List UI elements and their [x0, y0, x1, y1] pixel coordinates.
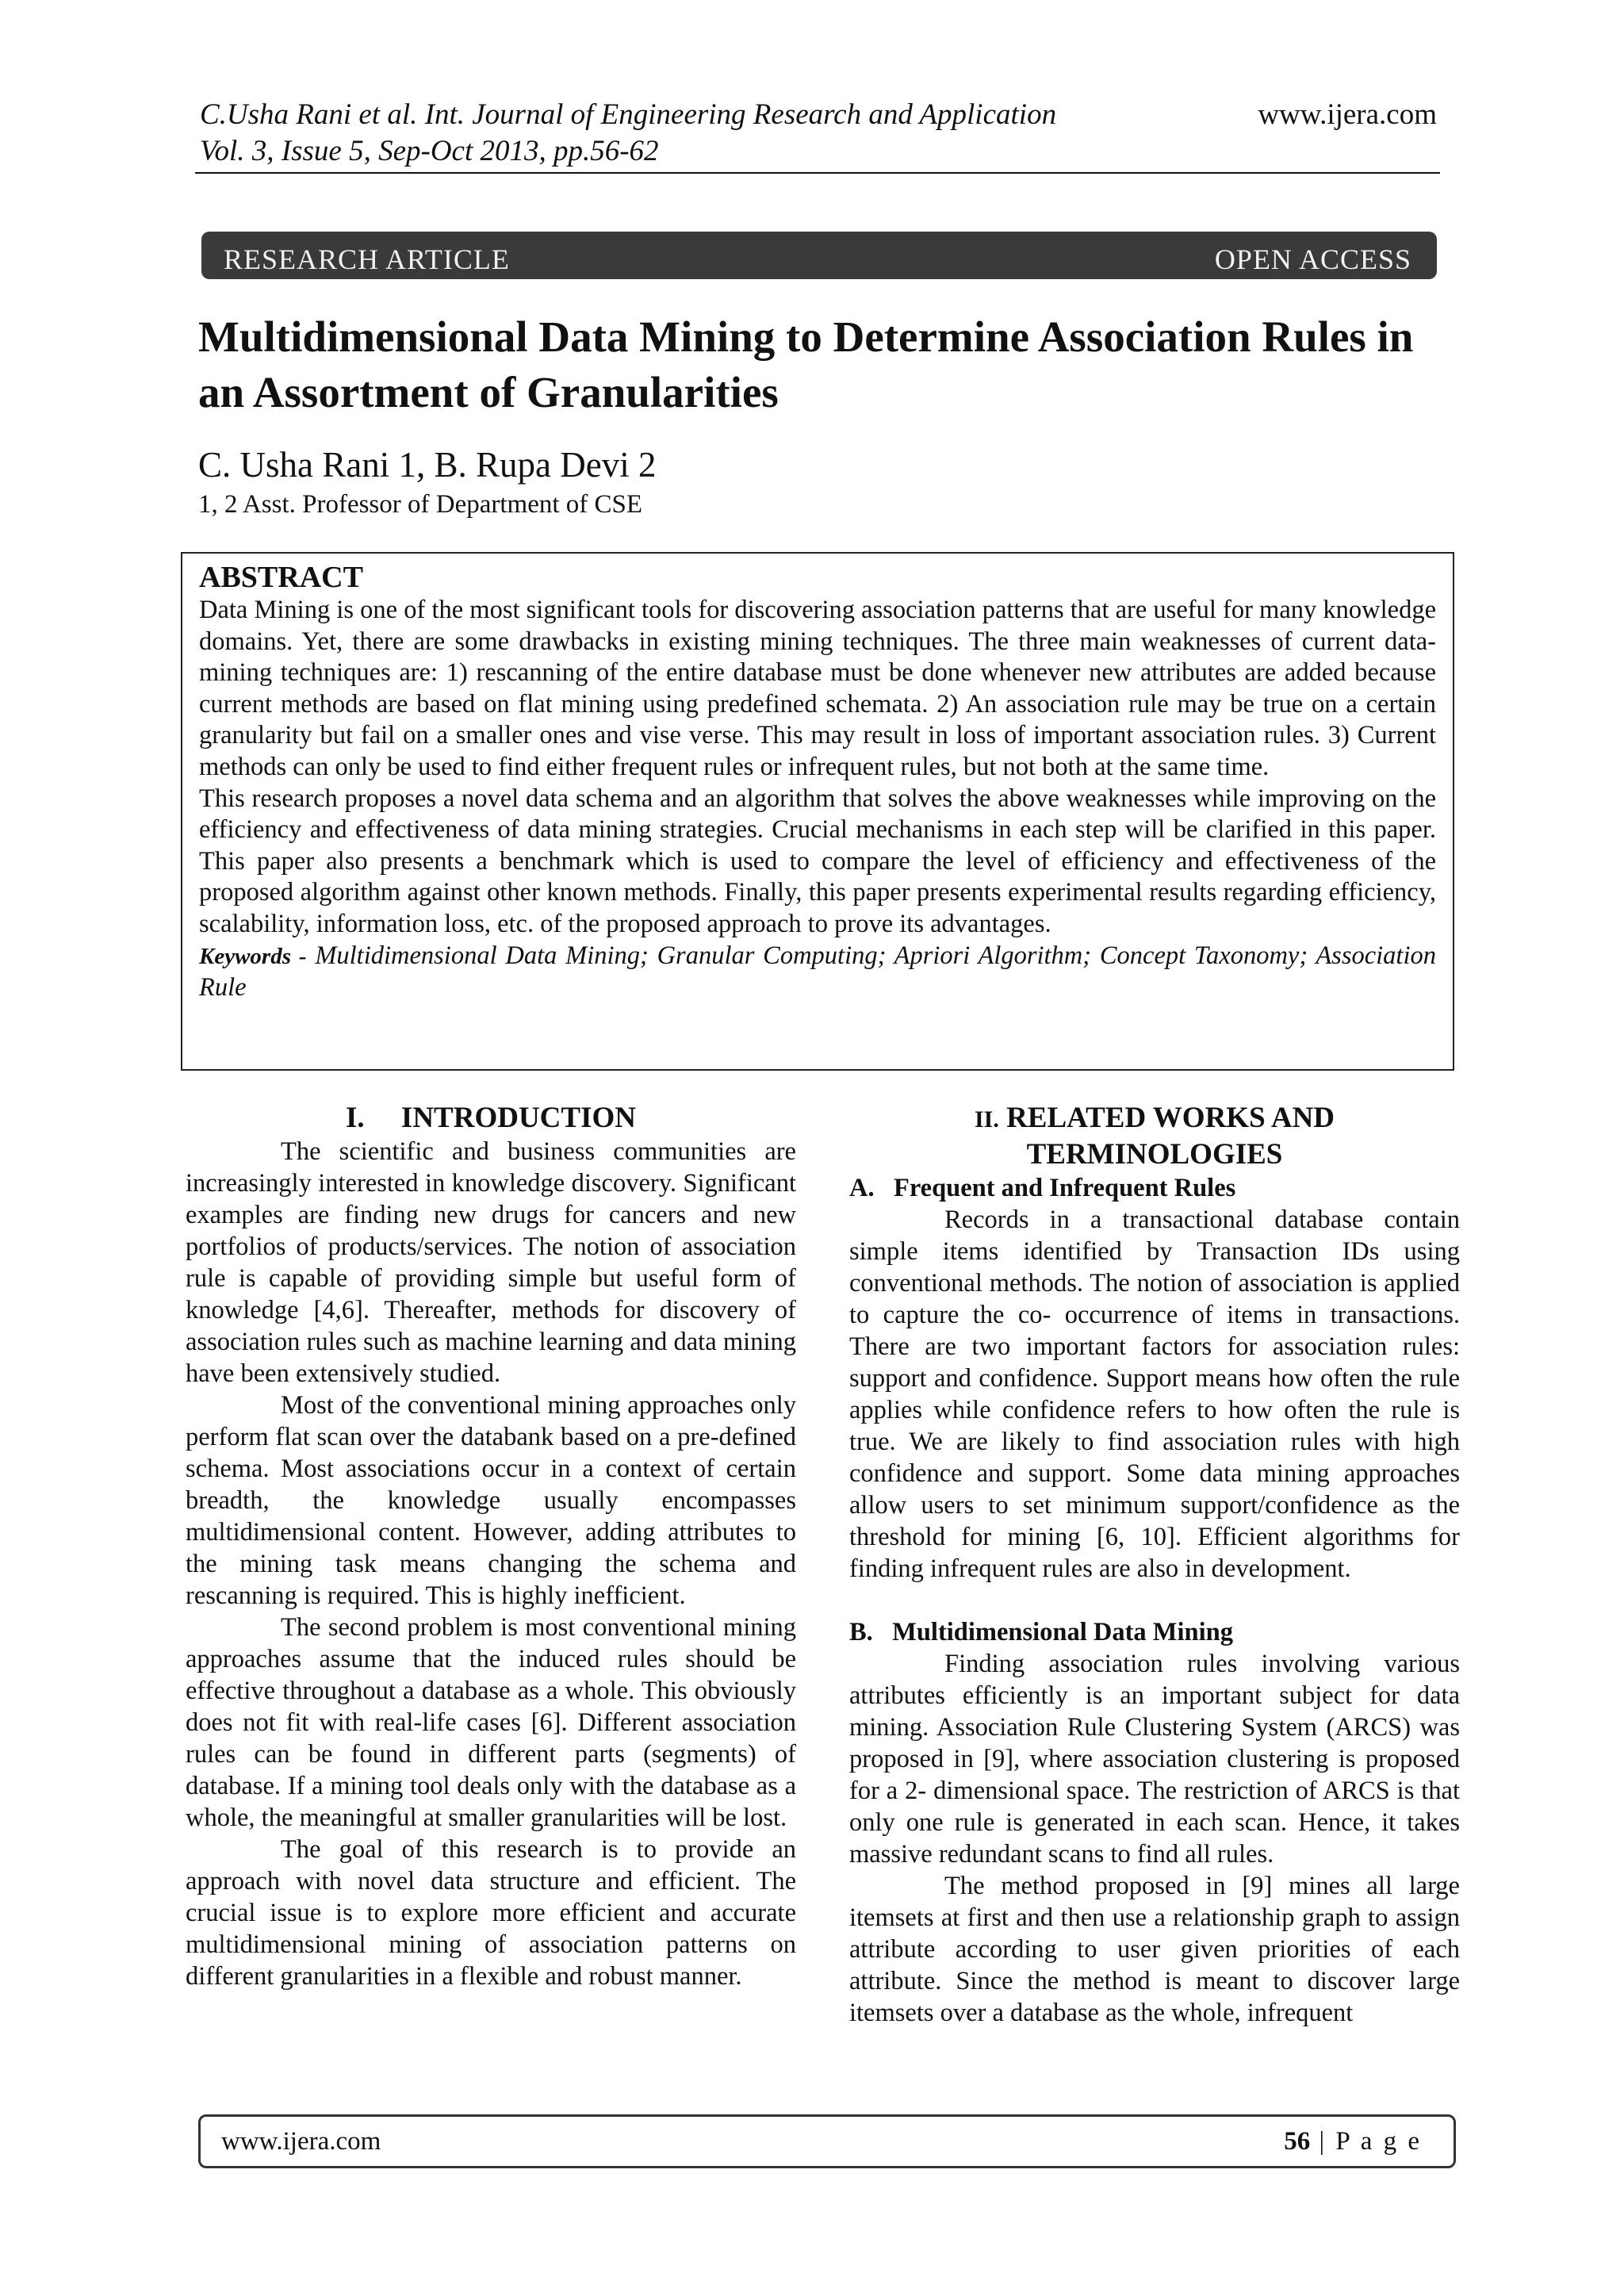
section-spacer: [849, 1585, 1460, 1616]
header-divider: [195, 172, 1440, 174]
citation-line-2: Vol. 3, Issue 5, Sep-Oct 2013, pp.56-62: [200, 135, 659, 167]
page-footer: [198, 2114, 1456, 2168]
abstract-paragraph-2: This research proposes a novel data schema and an algorithm that solves the above weaknesses while improving on the efficiency and effectiveness of data mining strategies. Crucial mechanisms in each step will be clarified in this paper. This paper also presents a benchmark which is used to compare the level of efficiency and effectiveness of the proposed algorithm against other known methods. Finally, this paper presents experimental results regarding efficiency, scalability, information loss, etc. of the proposed approach to prove its advantages.: [199, 784, 1436, 938]
intro-paragraph-3: The second problem is most conventional mining approaches assume that the induced rules should be effective throughout a database as a whole. This obviously does not fit with real-life cases [6]. Different association rules can be found in different parts (segments) of database. If a mining tool deals only with the database as a whole, the meaningful at smaller granularities will be lost.: [186, 1613, 796, 1832]
abstract-box: [181, 552, 1454, 1071]
footer-website: www.ijera.com: [221, 2127, 381, 2156]
keywords: [199, 941, 1436, 1004]
intro-paragraph-1: The scientific and business communities are increasingly interested in knowledge discovery. Significant examples are finding new drugs for cancers and new portfolios of products/services. The notion of association rule is capable of providing simple but useful form of knowledge [4,6]. Thereafter, methods for discovery of association rules such as machine learning and data mining have been extensively studied.: [186, 1137, 796, 1388]
footer-page-indicator: [1284, 2127, 1422, 2156]
subsection-a-heading: A. Frequent and Infrequent Rules: [849, 1174, 1236, 1202]
paper-title: Multidimensional Data Mining to Determine Association Rules in an Assortment of Granularities: [198, 312, 1414, 416]
page-label: | P a g e: [1319, 2127, 1422, 2156]
intro-paragraph-2: Most of the conventional mining approaches only perform flat scan over the databank based on a pre-defined schema. Most associations occur in a context of certain breadth, the knowledge usually encompasses multidimensional content. However, adding attributes to the mining task means changing the schema and rescanning is required. This is highly inefficient.: [186, 1391, 796, 1610]
paper-authors: C. Usha Rani 1, B. Rupa Devi 2: [198, 445, 657, 485]
research-article-label: RESEARCH ARTICLE: [224, 243, 510, 275]
keywords-label: Keywords -: [199, 943, 307, 969]
author-affiliation: 1, 2 Asst. Professor of Department of CSE: [198, 490, 643, 519]
abstract-heading: ABSTRACT: [199, 561, 363, 594]
related-works-title: RELATED WORKS AND TERMINOLOGIES: [1006, 1102, 1335, 1171]
citation-line-1: C.Usha Rani et al. Int. Journal of Engineering Research and Application: [200, 98, 1057, 131]
article-type-banner: [201, 232, 1437, 279]
abstract-paragraph-1: Data Mining is one of the most significant tools for discovering association patterns that are useful for many knowledge domains. Yet, there are some drawbacks in existing mining techniques. The three main weaknesses of current data- mining techniques are: 1) rescanning of the entire database must be done whenever new attributes are added because current methods are based on flat mining using predefined schemata. 2) An association rule may be true on a certain granularity but fail on a smaller ones and vise verse. This may result in loss of important association rules. 3) Current methods can only be used to find either frequent rules or infrequent rules, but not both at the same time.: [199, 596, 1436, 781]
intro-paragraph-4: The goal of this research is to provide an approach with novel data structure and efficient. The crucial issue is to explore more efficient and accurate multidimensional mining of association patterns on different granularities in a flexible and robust manner.: [186, 1835, 796, 1991]
header-website: www.ijera.com: [1258, 98, 1437, 131]
subsection-b-heading: B. Multidimensional Data Mining: [849, 1618, 1233, 1646]
running-header-citation: [200, 97, 1056, 170]
keywords-text: Multidimensional Data Mining; Granular Computing; Apriori Algorithm; Concept Taxonomy; Association Rule: [199, 941, 1436, 1002]
open-access-label: OPEN ACCESS: [1214, 243, 1411, 275]
right-column: [849, 1101, 1460, 2029]
related-b-paragraph-1: Finding association rules involving various attributes efficiently is an important subject for data mining. Association Rule Clustering System (ARCS) was proposed in [9], where association clustering is proposed for a 2- dimensional space. The restriction of ARCS is that only one rule is generated in each scan. Hence, it takes massive redundant scans to find all rules.: [849, 1650, 1460, 1869]
related-works-number: II.: [974, 1106, 999, 1133]
page-number: 56: [1284, 2127, 1311, 2156]
related-a-paragraph-1: Records in a transactional database contain simple items identified by Transaction IDs using conventional methods. The notion of association is applied to capture the co- occurrence of items in transactions. There are two important factors for association rules: support and confidence. Support means how often the rule applies while confidence refers to how often the rule is true. We are likely to find association rules with high confidence and support. Some data mining approaches allow users to set minimum support/confidence as the threshold for mining [6, 10]. Efficient algorithms for finding infrequent rules are also in development.: [849, 1205, 1460, 1583]
related-b-paragraph-2: The method proposed in [9] mines all large itemsets at first and then use a relationship graph to assign attribute according to user given priorities of each attribute. Since the method is meant to discover large itemsets over a database as the whole, infrequent: [849, 1872, 1460, 2027]
related-works-heading: [849, 1101, 1460, 1172]
left-column: [186, 1101, 796, 1992]
introduction-heading: I. INTRODUCTION: [346, 1102, 636, 1134]
